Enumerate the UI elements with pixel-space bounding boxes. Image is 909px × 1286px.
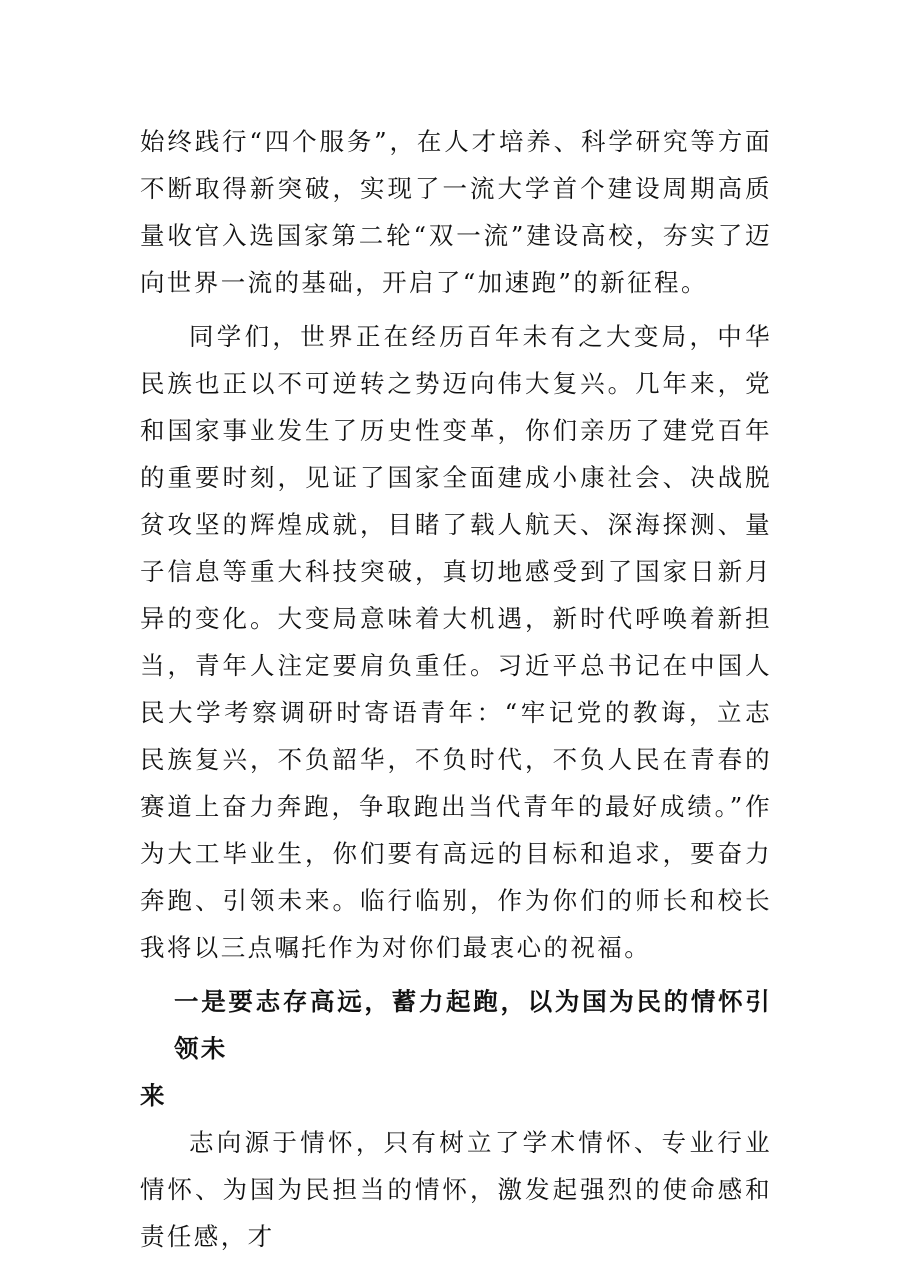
document-body [140, 118, 772, 1260]
section-heading [140, 978, 772, 1119]
section-heading-line-2: 来 [140, 1081, 167, 1110]
paragraph-students: 同学们，世界正在经历百年未有之大变局，中华民族也正以不可逆转之势迈向伟大复兴。几年来，党和国家事业发生了历史性变革，你们亲历了建党百年的重要时刻，见证了国家全面建成小康社会、决战脱贫攻坚的辉煌成就，目睹了载人航天、深海探测、量子信息等重大科技突破，真切地感受到了国家日新月异的变化。大变局意味着大机遇，新时代呼唤着新担当，青年人注定要肩负重任。习近平总书记在中国人民大学考察调研时寄语青年：“牢记党的教诲，立志民族复兴，不负韶华，不负时代，不负人民在青春的赛道上奋力奔跑，争取跑出当代青年的最好成绩。”作为大工毕业生，你们要有高远的目标和追求，要奋力奔跑、引领未来。临行临别，作为你们的师长和校长我将以三点嘱托作为对你们最衷心的祝福。 [140, 322, 772, 962]
section-heading-line-1: 一是要志存高远，蓄力起跑，以为国为民的情怀引领未 [174, 987, 772, 1063]
paragraph-aspiration: 志向源于情怀，只有树立了学术情怀、专业行业情怀、为国为民担当的情怀，激发起强烈的使命感和责任感，才 [140, 1128, 772, 1251]
paragraph-continuation: 始终践行“四个服务”，在人才培养、科学研究等方面不断取得新突破，实现了一流大学首个建设周期高质量收官入选国家第二轮“双一流”建设高校，夯实了迈向世界一流的基础，开启了“加速跑”的新征程。 [140, 127, 772, 297]
